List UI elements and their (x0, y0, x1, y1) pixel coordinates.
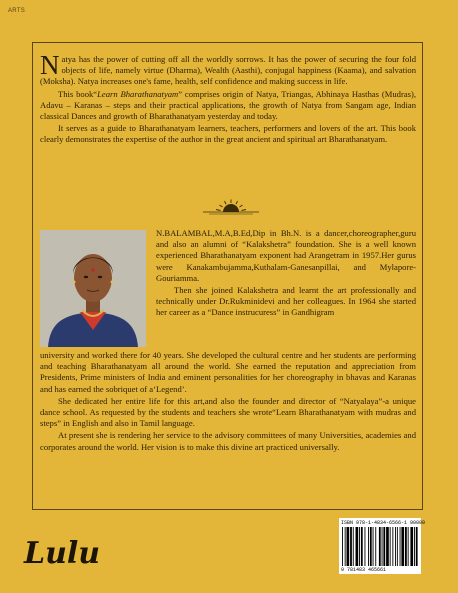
bio-paragraph-1: N.BALAMBAL,M.A,B.Ed,Dip in Bh.N. is a dancer,choreographer,guru and also an alumni of “Kalakshetra” foundation. She is a well known experienced Bharathanatyam exponent had Arangetram in 1957.Her gurus were Kanakambujamma,Kuthalam-Ganesanpillai, and Mylapore-Gouriamma. (156, 228, 416, 283)
bio-paragraph-3: She dedicated her entire life for this art,and also the founder and director of “Natyalaya”-a unique dance school. As requested by the students and teachers she wrote“Learn Bharathanatyam with mudras and steps” in English and also in Tamil language. (40, 395, 416, 429)
bio-paragraph-4: At present she is rendering her service to the advisory committees of many Universities, academies and corporates around the world. Her vision is to make this divine art practiced universally. (40, 430, 416, 452)
intro-paragraph-2 (40, 89, 416, 123)
sun-ornament-icon (203, 199, 259, 215)
intro-section (40, 50, 416, 146)
intro-p2-rest: ” comprises origin of Natya, Triangas, Abhinaya Hasthas (Mudras), Adavu – Karanas – steps and their practical applications, the growth of Natya from Sangam age, Indian classical Dances and growth of Bharathanatyam yesterday and today. (40, 88, 416, 122)
isbn-text: ISBN 978-1-4834-6566-1 90000 (341, 520, 426, 526)
intro-paragraph-1: Natya has the power of cutting off all the worldly sorrows. It has the power of securing the four fold objects of life, namely virtue (Dharma), Wealth (Aasthi), conjugal happiness (Kaama), and salvation (Moksha). Natya increases one's fame, health, self confidence and making success in life. (40, 50, 416, 87)
category-label: ARTS (8, 8, 26, 14)
intro-p2-lead: This book“ (58, 88, 98, 99)
bio-paragraph-2-cont: university and worked there for 40 years. She developed the cultural centre and her students are performing and teaching Bharathanatyam all around the world. She earned the reputation and appreciation from Presidents, Prime ministers of India and eminent personalities for her choreography in bhavas and Karanas and has earned the sobriquet of a‘Legend’. (40, 350, 416, 394)
ean-digits: 9 781483 465661 (341, 567, 387, 573)
intro-paragraph-3: It serves as a guide to Bharathanatyam learners, teachers, performers and lovers of the art. This book clearly demonstrates the expertise of the author in the great ancient and spiritual art Bharathanatyam. (40, 123, 416, 145)
lulu-logo-icon (22, 531, 101, 571)
svg-text:Lulu: Lulu (24, 536, 101, 571)
bio-full-section (40, 350, 416, 453)
bio-side-section (156, 228, 416, 319)
author-photo (40, 230, 146, 347)
price-code: 90000 (410, 520, 426, 526)
isbn-barcode (339, 518, 426, 574)
author-portrait-icon (40, 230, 146, 347)
bio-paragraph-2-start: Then she joined Kalakshetra and learnt the art professionally and technically under Dr.Rukminidevi and her colleagues. In 1964 she started her career as a “Dance instrucuress” in Gandhigram (156, 285, 416, 318)
book-title: Learn Bharathanatyam (97, 88, 179, 99)
barcode-bars-icon (342, 527, 418, 566)
